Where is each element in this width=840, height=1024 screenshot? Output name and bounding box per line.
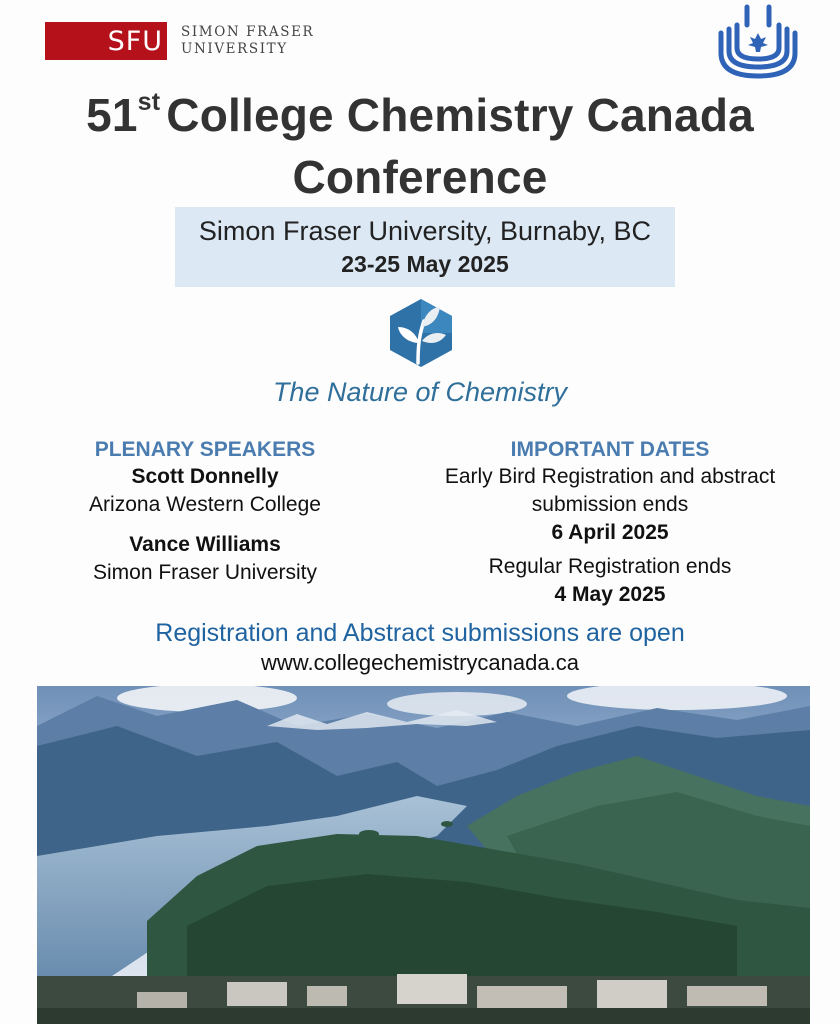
early-bird-line1: Early Bird Registration and abstract (444, 465, 776, 488)
speaker-name: Scott Donnelly (131, 465, 279, 488)
conference-title-line2: Conference (292, 151, 548, 203)
registration-notice: Registration and Abstract submissions are open (155, 619, 685, 647)
venue-box (175, 207, 675, 287)
dates-heading: IMPORTANT DATES (510, 438, 710, 461)
conference-title-line1 (0, 88, 840, 142)
regular-registration-label: Regular Registration ends (488, 555, 732, 578)
early-bird-date: 6 April 2025 (551, 521, 669, 544)
sfu-logo-mark: SFU (45, 22, 167, 60)
speaker-name: Vance Williams (129, 533, 281, 556)
website-link[interactable]: www.collegechemistrycanada.ca (261, 650, 579, 675)
plant-hexagon-icon (388, 297, 454, 369)
conference-dates: 23-25 May 2025 (341, 251, 509, 277)
landscape-photo (37, 686, 810, 1024)
sfu-wordmark (181, 24, 314, 58)
sfu-logo (45, 22, 314, 60)
sfu-name-line1: SIMON FRASER (181, 24, 315, 40)
speaker-affiliation: Simon Fraser University (92, 561, 318, 584)
early-bird-line2: submission ends (531, 493, 689, 516)
conference-theme: The Nature of Chemistry (272, 377, 568, 407)
sfu-name-line2: UNIVERSITY (181, 41, 288, 57)
ccc-logo-icon (717, 3, 799, 79)
title-rest: College Chemistry Canada (166, 89, 754, 141)
plenary-speakers-section (50, 437, 360, 587)
venue-location: Simon Fraser University, Burnaby, BC (198, 216, 652, 246)
speaker-affiliation: Arizona Western College (89, 493, 321, 516)
plenary-heading: PLENARY SPEAKERS (94, 438, 316, 461)
edition-suffix: st (137, 88, 161, 116)
edition-number: 51 (86, 89, 138, 141)
important-dates-section (430, 437, 790, 609)
regular-registration-date: 4 May 2025 (554, 583, 666, 606)
